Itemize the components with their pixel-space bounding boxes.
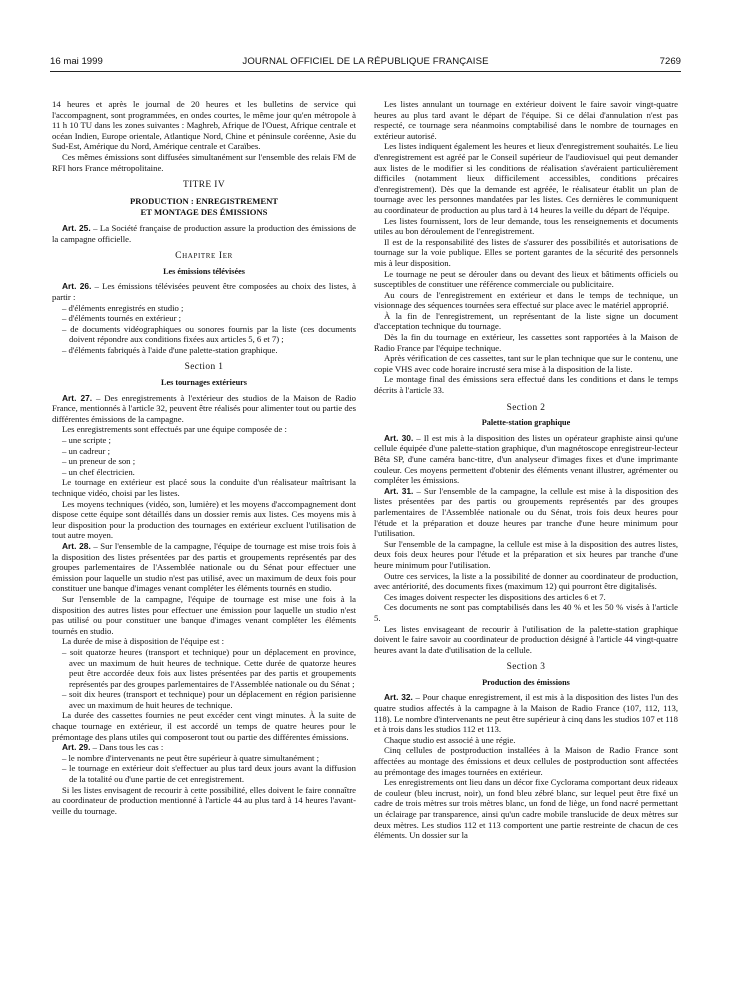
right-paragraph-1: Les listes indiquent également les heures et lieux d'enregistrement souhaités. Le lieu d'enregistrement est agréé par le Conseil supérieur de l'audiovisuel qui peut demander aux listes de le modifier si les conditions de réalisation s'avéraient particulièrement difficiles (notamment lieux difficilement accessibles, conditions précaires d'enregistrement). Dès que la demande est agréée, le réalisateur établit un plan de tournage avec les personnes mandatées par les listes. Ces dernières le communiquent au coordinateur de production au plus tard à 14 heures la veille du départ de l'équipe.	[374, 141, 678, 215]
right-section-subheading-20: Production des émissions	[482, 677, 570, 687]
article-text: – Pour chaque enregistrement, il est mis à la disposition des listes l'un des quatre studios affectés à la campagne à la Maison de Radio France (107, 112, 113, 118). Le nombre d'intervenants ne peut être supérieur à cinq dans les studios 107 et 118 et à trois dans les studios 112 et 113.	[374, 692, 678, 735]
left-paragraph-25: La durée de mise à disposition de l'équipe est :	[62, 636, 224, 647]
left-paragraph-21: Le tournage en extérieur est placé sous la conduite d'un réalisateur maîtrisant la technique vidéo, choisi par les listes.	[52, 477, 356, 498]
right-paragraph-3: Il est de la responsabilité des listes de s'assurer des possibilités et autorisations de tournage sur la voie publique. Elles se portent garantes de la sécurité des personnels mis à leur disposition.	[374, 236, 678, 268]
right-paragraph-8: Après vérification de ces cassettes, tant sur le plan technique que sur le contenu, une copie VHS avec code horaire incrusté sera mise à la disposition de la liste.	[374, 353, 678, 374]
right-article-13	[374, 486, 678, 539]
left-paragraph-24: Sur l'ensemble de la campagne, l'équipe de tournage est mise une fois à la disposition des autres listes pour effectuer une émission pour laquelle un studio n'est pas utilisé ou pour constituer une banque d'images venant compléter les éléments tournés en studio.	[52, 593, 356, 636]
left-section-heading-6: Chapitre Ier	[175, 250, 233, 262]
right-paragraph-9: Le montage final des émissions sera effectué dans les conditions et dans le temps décrits à l'article 33.	[374, 374, 678, 396]
left-paragraph-16: Les enregistrements sont effectués par une équipe composée de :	[62, 424, 287, 435]
left-paragraph-28: La durée des cassettes fournies ne peut excéder cent vingt minutes. À la suite de chaque tournage en extérieur, il est accordé un temps de quatre heures pour le prémontage des plans utiles qui composeront tout ou partie des différentes émissions.	[52, 710, 356, 742]
left-section-heading-13: Section 1	[184, 362, 224, 373]
right-article-21	[374, 692, 678, 734]
article-number: Art. 32.	[384, 692, 413, 703]
right-paragraph-22: Chaque studio est associé à une régie.	[384, 734, 516, 745]
left-article-8	[52, 281, 356, 302]
article-text: – Dans tous les cas :	[90, 742, 164, 753]
left-article-23	[52, 541, 356, 594]
left-paragraph-10: – d'éléments tournés en extérieur ;	[62, 313, 182, 324]
left-paragraph-9: – d'éléments enregistrés en studio ;	[62, 302, 184, 313]
header-rule	[50, 71, 681, 72]
article-number: Art. 29.	[62, 742, 91, 753]
right-paragraph-4: Le tournage ne peut se dérouler dans ou devant des lieux et bâtiments officiels ou susceptibles de constituer une référence commerciale ou publicitaire.	[374, 268, 678, 290]
article-text: – Sur l'ensemble de la campagne, l'équipe de tournage est mise trois fois à la disposition des listes présentées par des partis et groupements représentés par des groupes parlementaires de l'Assemblée nationale ou du Sénat pour effectuer une émission pour laquelle un studio n'est pas utilisé, avec un maximum de deux fois pour constituer une banque d'images venant compléter les éléments tournés en studio.	[52, 540, 356, 594]
left-section-subheading-3: PRODUCTION : ENREGISTREMENT	[129, 195, 279, 206]
left-column	[52, 99, 356, 982]
article-text: – Il est mis à la disposition des listes un opérateur graphiste ainsi qu'une cellule équipée d'une palette-station graphique, d'un magnétoscope enregistreur-lecteur Bêta SP, d'une caméra banc-titre, d'un analyseur d'images fixes et d'une imprimante couleur. Ces moyens permettent d'obtenir des éléments venant illustrer, agrémenter ou compléter les émissions.	[374, 432, 678, 486]
left-paragraph-31: – le tournage en extérieur doit s'effectuer au plus tard deux jours avant la diffusion de la totalité ou d'une partie de cet enregistrement.	[62, 763, 356, 785]
left-paragraph-11: – de documents vidéographiques ou sonores fournis par la liste (ces documents doivent répondre aux conditions fixées aux articles 5, 6 et 7) ;	[62, 323, 356, 345]
right-paragraph-2: Les listes fournissent, lors de leur demande, tous les renseignements et documents utiles au bon déroulement de l'enregistrement.	[374, 215, 678, 237]
left-paragraph-19: – un preneur de son ;	[62, 456, 136, 467]
article-number: Art. 25.	[62, 222, 91, 233]
left-article-5	[52, 223, 356, 244]
right-paragraph-16: Ces images doivent respecter les dispositions des articles 6 et 7.	[384, 591, 606, 602]
right-paragraph-5: Au cours de l'enregistrement en extérieur et dans le temps de technique, un visionnage des séquences tournées sera effectué sur place avec le matériel approprié.	[374, 289, 678, 311]
right-paragraph-0: Les listes annulant un tournage en extérieur doivent le faire savoir vingt-quatre heures au plus tard avant le départ de l'équipe. Si ce délai d'annulation n'est pas respecté, ce tournage sera néanmoins comptabilisé dans le nombre de tournages en extérieur autorisé.	[374, 99, 678, 141]
article-text: – La Société française de production assure la production des émissions de la campagne officielle.	[52, 222, 356, 244]
left-paragraph-27: – soit dix heures (transport et technique) pour un déplacement en région parisienne avec un maximum de huit heures de technique.	[62, 689, 356, 710]
left-section-subheading-14: Les tournages extérieurs	[161, 378, 247, 388]
left-paragraph-18: – un cadreur ;	[62, 445, 111, 456]
article-number: Art. 28.	[62, 540, 91, 551]
left-paragraph-30: – le nombre d'intervenants ne peut être supérieur à quatre simultanément ;	[62, 752, 320, 763]
left-paragraph-17: – une scripte ;	[62, 435, 111, 446]
running-header	[50, 56, 681, 70]
right-section-subheading-11: Palette-station graphique	[481, 418, 571, 428]
left-section-subheading-4: ET MONTAGE DES ÉMISSIONS	[140, 207, 268, 218]
right-section-heading-10: Section 2	[506, 402, 546, 413]
right-column	[374, 99, 678, 982]
article-number: Art. 30.	[384, 432, 414, 443]
right-paragraph-15: Outre ces services, la liste a la possibilité de donner au coordinateur de production, avec antériorité, des documents fixes (maximum 12) qui pourront être digitalisés.	[374, 570, 678, 592]
right-section-heading-19: Section 3	[506, 662, 546, 673]
left-section-heading-2: TITRE IV	[183, 180, 225, 191]
header-page-number: 7269	[659, 56, 681, 67]
left-article-15	[52, 393, 356, 425]
article-text: – Sur l'ensemble de la campagne, la cellule est mise à la disposition des listes présentées par des partis ou groupements représentés par des groupes parlementaires de l'Assemblée nationale ou du Sénat, trois fois deux heures pour l'étude et la préparation et douze heures par tranche d'une heure minimum pour l'utilisation.	[374, 485, 678, 539]
article-number: Art. 27.	[62, 392, 93, 403]
article-text: – Des enregistrements à l'extérieur des studios de la Maison de Radio France, mentionnés à l'article 32, peuvent être réalisés pour alimenter tout ou partie des différentes émissions de la campagne.	[52, 392, 356, 424]
left-paragraph-1: Ces mêmes émissions sont diffusées simultanément sur l'ensemble des relais FM de RFI hors France métropolitaine.	[52, 151, 356, 173]
left-paragraph-26: – soit quatorze heures (transport et technique) pour un déplacement en province, avec un maximum de huit heures de technique. Cette durée de quatorze heures peut être accordée deux fois aux listes présentées par des partis et groupements représentés par des groupes parlementaires de l'Assemblée nationale ou du Sénat ;	[62, 646, 356, 689]
right-paragraph-24: Les enregistrements ont lieu dans un décor fixe Cyclorama comportant deux rideaux de couleur (bleu incrust, noir), un fond bleu zébré blanc, sur lequel peut être fixé un cadre de trois mètres sur trois mètres blanc, un fond de liège, un fond nacré permettant un éclairage par transparence, ainsi qu'un cadre mobile translucide de deux mètres sur deux mètres. Les studios 112 et 113 comportent une partie restreinte de chacun de ces éléments. Un dossier sur la	[374, 777, 678, 841]
right-paragraph-14: Sur l'ensemble de la campagne, la cellule est mise à la disposition des autres listes, deux fois deux heures pour l'étude et la préparation et six heures par tranche d'une heure minimum pour l'utilisation.	[374, 538, 678, 570]
left-paragraph-12: – d'éléments fabriqués à l'aide d'une palette-station graphique.	[62, 344, 278, 355]
right-article-12	[374, 433, 678, 486]
header-date: 16 mai 1999	[50, 56, 103, 67]
left-paragraph-22: Les moyens techniques (vidéo, son, lumière) et les moyens d'accompagnement dont dispose cette équipe sont détaillés dans un dossier remis aux listes. Ces moyens mis à leur disposition pour la production des tournages en extérieur excluent l'utilisation de tout autre moyen.	[52, 498, 356, 541]
header-journal-title: JOURNAL OFFICIEL DE LA RÉPUBLIQUE FRANÇAISE	[242, 56, 489, 67]
left-section-subheading-7: Les émissions télévisées	[163, 266, 245, 276]
article-text: – Les émissions télévisées peuvent être composées au choix des listes, à partir :	[52, 281, 356, 302]
right-paragraph-18: Les listes envisageant de recourir à l'utilisation de la palette-station graphique doivent le faire savoir au coordinateur de production désigné à l'article 44 vingt-quatre heures avant la date d'utilisation de la cellule.	[374, 623, 678, 655]
right-paragraph-7: Dès la fin du tournage en extérieur, les cassettes sont rapportées à la Maison de Radio France par l'équipe technique.	[374, 332, 678, 353]
left-paragraph-20: – un chef électricien.	[62, 466, 135, 477]
left-paragraph-32: Si les listes envisagent de recourir à cette possibilité, elles doivent le faire connaître au coordinateur de production mentionné à l'article 44 au plus tard à 14 heures l'avant-veille du tournage.	[52, 784, 356, 816]
article-number: Art. 31.	[384, 485, 414, 496]
article-number: Art. 26.	[62, 281, 92, 292]
right-paragraph-6: À la fin de l'enregistrement, un représentant de la liste signe un document d'acceptation technique du tournage.	[374, 310, 678, 332]
left-paragraph-0: 14 heures et après le journal de 20 heures et les bulletins de service qui l'accompagnent, sont programmées, en ondes courtes, le même jour qu'en métropole à 11 h 10 TU dans les zones suivantes : Maghreb, Afrique de l'Ouest, Afrique centrale et océan Indien, Europe orientale, Atlantique Nord, Chine et péninsule coréenne, Asie du Sud-Est, Amérique du Nord, Amérique centrale et Caraïbes.	[52, 99, 356, 152]
right-paragraph-17: Ces documents ne sont pas comptabilisés dans les 40 % et les 50 % visés à l'article 5.	[374, 602, 678, 623]
right-paragraph-23: Cinq cellules de postproduction installées à la Maison de Radio France sont affectées au montage des émissions et deux cellules de postproduction sont affectées au prémontage des images tournées en extérieur.	[374, 745, 678, 777]
left-article-29	[52, 742, 356, 753]
